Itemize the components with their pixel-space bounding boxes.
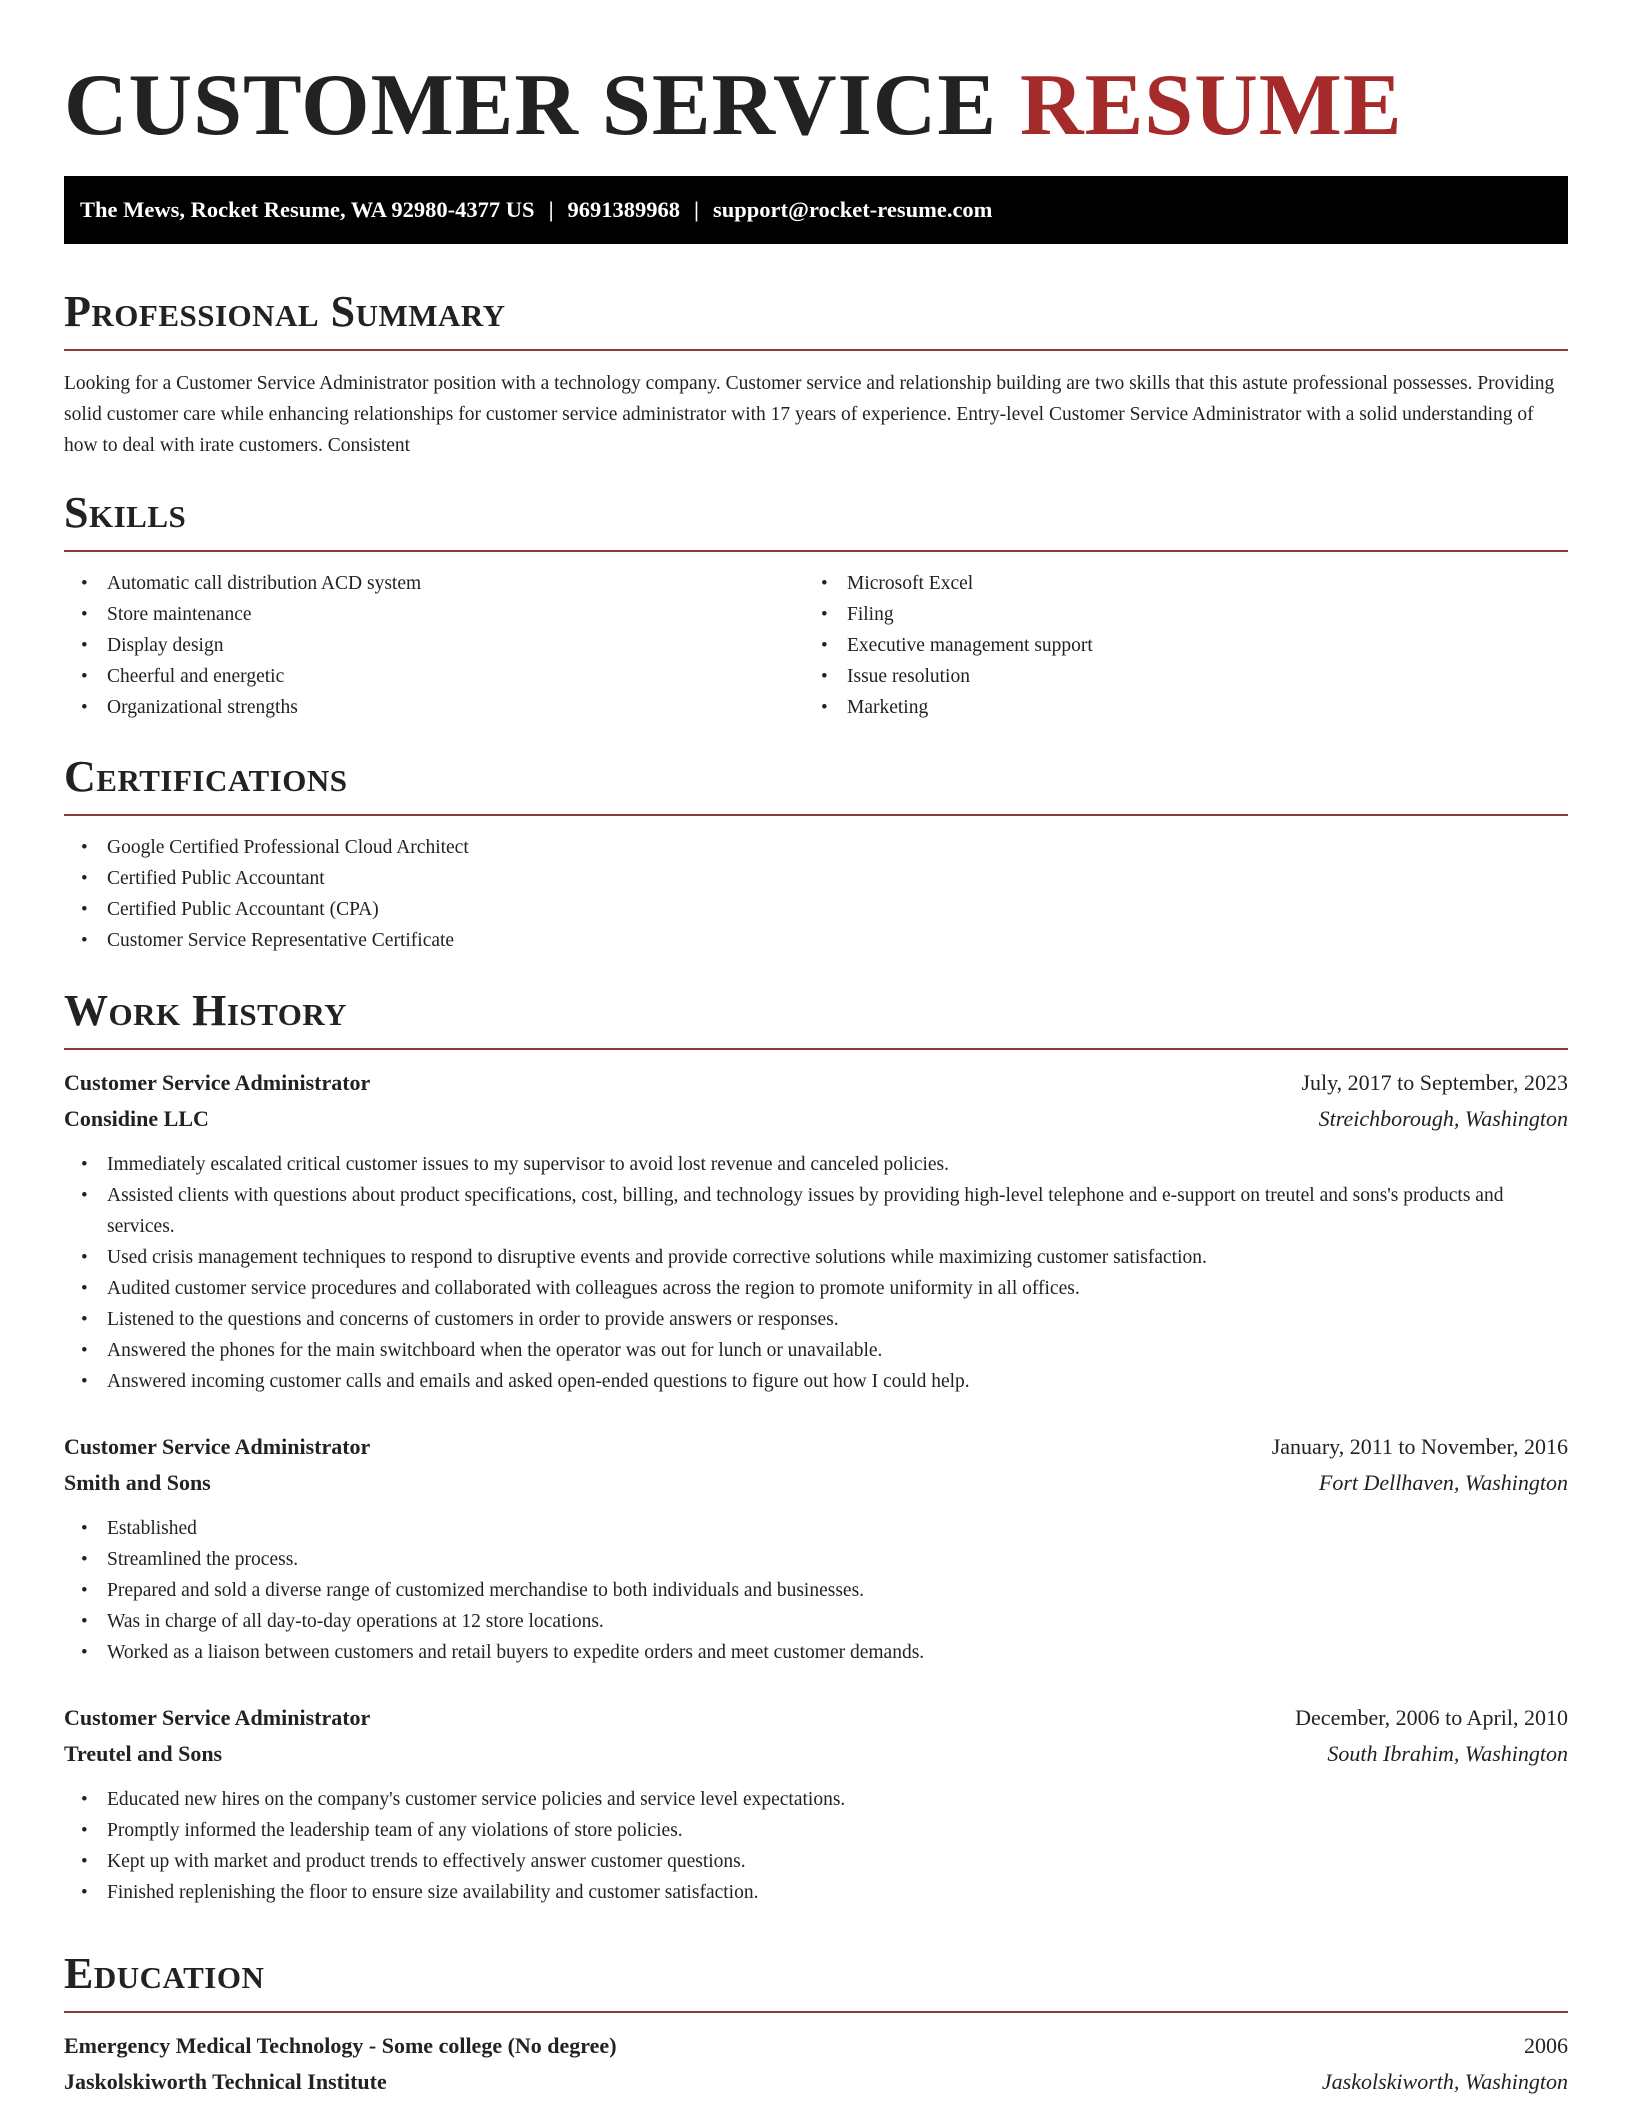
job-location: South Ibrahim, Washington [1327, 1741, 1568, 1766]
list-item: • Google Certified Professional Cloud Architect [64, 832, 1568, 863]
skills-list-right [804, 568, 1544, 723]
list-item: • Filing [804, 599, 1544, 630]
job-duties [64, 1513, 1568, 1668]
job-dates: January, 2011 to November, 2016 [1271, 1434, 1568, 1459]
list-item: • Organizational strengths [64, 692, 804, 723]
list-item: • Audited customer service procedures and collaborated with colleagues across the region to promote uniformity in all offices. [64, 1273, 1568, 1304]
contact-separator: | [548, 197, 554, 222]
list-item: • Cheerful and energetic [64, 661, 804, 692]
education-section [64, 1949, 1568, 2100]
education-subheader [64, 2064, 1568, 2100]
contact-phone: 9691389968 [567, 197, 681, 222]
list-item: • Worked as a liaison between customers and retail buyers to expedite orders and meet customer demands. [64, 1637, 1568, 1668]
job-title: Customer Service Administrator [64, 1070, 371, 1095]
job-entry [64, 1065, 1568, 1397]
summary-text: Looking for a Customer Service Administrator position with a technology company. Customer service and relationship building are two skills that this astute professional possesses. Providing solid customer care while enhancing relationships for customer service administrator with 17 years of experience. Entry-level Customer Service Administrator with a solid understanding of how to deal with irate customers. Consistent [64, 373, 1555, 456]
contact-email: support@rocket-resume.com [713, 197, 993, 222]
list-item: • Answered the phones for the main switchboard when the operator was out for lunch or unavailable. [64, 1335, 1568, 1366]
section-divider [64, 2011, 1568, 2013]
job-header [64, 1429, 1568, 1465]
list-item: • Used crisis management techniques to respond to disruptive events and provide corrective solutions while maximizing customer satisfaction. [64, 1242, 1568, 1273]
work-history-section [64, 986, 1568, 1908]
job-dates: July, 2017 to September, 2023 [1301, 1070, 1568, 1095]
list-item: • Certified Public Accountant [64, 863, 1568, 894]
resume-title-main: CUSTOMER SERVICE [64, 57, 998, 154]
education-header [64, 2028, 1568, 2064]
list-item: • Listened to the questions and concerns of customers in order to provide answers or responses. [64, 1304, 1568, 1335]
job-entry [64, 1429, 1568, 1668]
section-divider [64, 814, 1568, 816]
education-year: 2006 [1524, 2033, 1568, 2058]
education-degree: Emergency Medical Technology - Some college (No degree) [64, 2033, 617, 2058]
list-item: • Customer Service Representative Certificate [64, 925, 1568, 956]
skills-columns [64, 568, 1568, 723]
education-entry [64, 2028, 1568, 2100]
list-item: • Answered incoming customer calls and emails and asked open-ended questions to figure out how I could help. [64, 1366, 1568, 1397]
list-item: • Promptly informed the leadership team of any violations of store policies. [64, 1815, 1568, 1846]
list-item: • Educated new hires on the company's customer service policies and service level expectations. [64, 1784, 1568, 1815]
list-item: • Store maintenance [64, 599, 804, 630]
section-divider [64, 550, 1568, 552]
job-entry [64, 1700, 1568, 1908]
job-dates: December, 2006 to April, 2010 [1295, 1705, 1568, 1730]
job-subheader [64, 1736, 1568, 1772]
list-item: • Established [64, 1513, 1568, 1544]
list-item: • Automatic call distribution ACD system [64, 568, 804, 599]
list-item: • Executive management support [804, 630, 1544, 661]
contact-bar [64, 176, 1568, 244]
list-item: • Marketing [804, 692, 1544, 723]
list-item: • Was in charge of all day-to-day operations at 12 store locations. [64, 1606, 1568, 1637]
section-divider [64, 349, 1568, 351]
list-item: • Prepared and sold a diverse range of customized merchandise to both individuals and businesses. [64, 1575, 1568, 1606]
section-heading: Education [64, 1949, 265, 1998]
job-company: Smith and Sons [64, 1470, 211, 1495]
job-subheader [64, 1101, 1568, 1137]
section-divider [64, 1048, 1568, 1050]
job-header [64, 1065, 1568, 1101]
list-item: • Issue resolution [804, 661, 1544, 692]
job-company: Considine LLC [64, 1106, 209, 1131]
contact-address: The Mews, Rocket Resume, WA 92980-4377 US [80, 197, 535, 222]
section-heading: Skills [64, 488, 187, 537]
job-company: Treutel and Sons [64, 1741, 223, 1766]
certifications-list [64, 832, 1568, 956]
resume-title [64, 57, 1403, 154]
job-title: Customer Service Administrator [64, 1434, 371, 1459]
resume-title-accent: RESUME [1020, 57, 1403, 154]
section-heading: Work History [64, 986, 348, 1035]
list-item: • Certified Public Accountant (CPA) [64, 894, 1568, 925]
list-item: • Microsoft Excel [804, 568, 1544, 599]
section-heading: Certifications [64, 752, 348, 801]
summary-section [64, 287, 1568, 461]
list-item: • Finished replenishing the floor to ensure size availability and customer satisfaction. [64, 1877, 1568, 1908]
section-heading: Professional Summary [64, 287, 506, 336]
list-item: • Immediately escalated critical customer issues to my supervisor to avoid lost revenue and canceled policies. [64, 1149, 1568, 1180]
skills-list-left [64, 568, 804, 723]
list-item: • Streamlined the process. [64, 1544, 1568, 1575]
job-title: Customer Service Administrator [64, 1705, 371, 1730]
list-item: • Kept up with market and product trends to effectively answer customer questions. [64, 1846, 1568, 1877]
contact-separator: | [694, 197, 699, 222]
education-location: Jaskolskiworth, Washington [1321, 2069, 1568, 2094]
job-header [64, 1700, 1568, 1736]
education-school: Jaskolskiworth Technical Institute [64, 2069, 387, 2094]
job-duties [64, 1149, 1568, 1397]
job-location: Fort Dellhaven, Washington [1318, 1470, 1568, 1495]
certifications-section [64, 752, 1568, 956]
job-location: Streichborough, Washington [1318, 1106, 1568, 1131]
job-duties [64, 1784, 1568, 1908]
list-item: • Assisted clients with questions about product specifications, cost, billing, and technology issues by providing high-level telephone and e-support on treutel and sons's products and services. [64, 1180, 1568, 1242]
job-subheader [64, 1465, 1568, 1501]
skills-section [64, 488, 1568, 723]
list-item: • Display design [64, 630, 804, 661]
